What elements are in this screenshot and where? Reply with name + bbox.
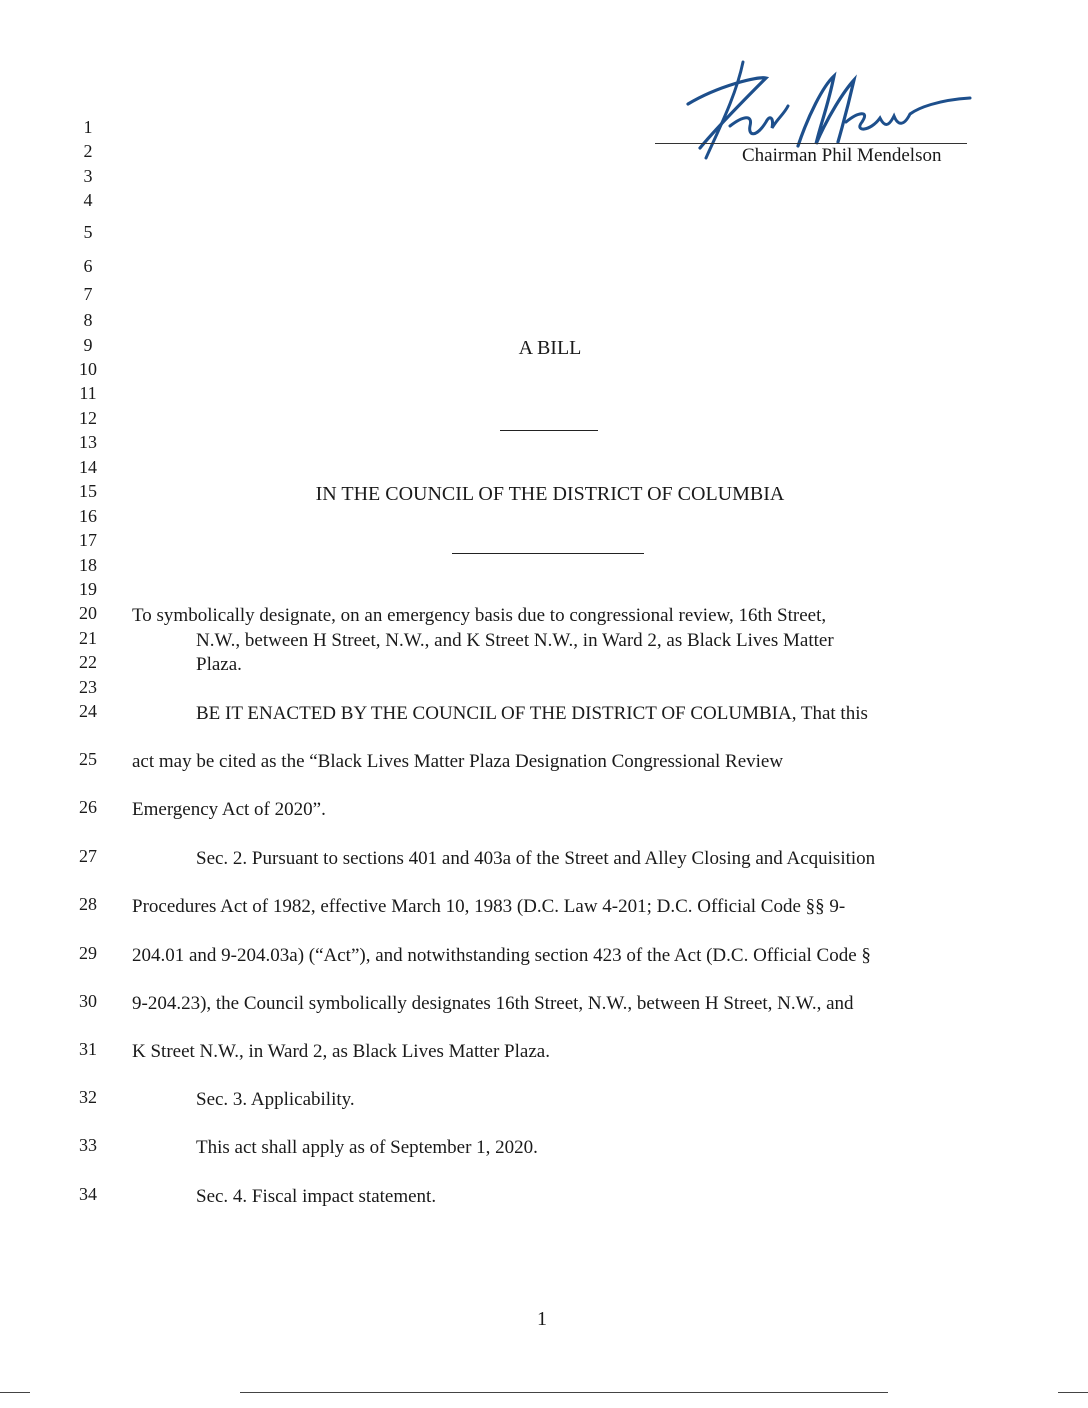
section-3-heading: Sec. 3. Applicability.: [196, 1089, 355, 1110]
line-number: 32: [79, 1087, 97, 1107]
line-number: 18: [79, 555, 97, 575]
footer-rule: [1058, 1392, 1088, 1393]
line-number: 33: [79, 1135, 97, 1155]
line-number: 24: [79, 701, 97, 721]
line-number: 27: [79, 846, 97, 866]
line-number: 34: [79, 1184, 97, 1204]
page-number: 1: [537, 1308, 547, 1330]
line-number: 23: [79, 677, 97, 697]
line-number: 15: [79, 481, 97, 501]
line-number: 14: [79, 457, 97, 477]
council-heading: IN THE COUNCIL OF THE DISTRICT OF COLUMBIA: [315, 483, 785, 505]
signature-caption: Chairman Phil Mendelson: [742, 145, 942, 166]
enacting-clause: BE IT ENACTED BY THE COUNCIL OF THE DISTRICT OF COLUMBIA, That this: [196, 703, 868, 724]
footer-rule: [240, 1392, 888, 1393]
body-line-33: This act shall apply as of September 1, 2020.: [196, 1137, 538, 1158]
line-number: 10: [79, 359, 97, 379]
line-number: 30: [79, 991, 97, 1011]
line-number: 5: [83, 222, 93, 242]
line-number: 8: [83, 310, 93, 330]
section-2-heading: Sec. 2. Pursuant to sections 401 and 403a of the Street and Alley Closing and Acquisition: [196, 848, 876, 869]
line-number: 4: [83, 190, 93, 210]
line-number: 6: [83, 256, 93, 276]
bill-title: A BILL: [518, 337, 582, 359]
body-line-25: act may be cited as the “Black Lives Matter Plaza Designation Congressional Review: [132, 751, 784, 772]
line-number: 12: [79, 408, 97, 428]
body-line-29: 204.01 and 9-204.03a) (“Act”), and notwithstanding section 423 of the Act (D.C. Official Code §: [132, 945, 871, 966]
body-line-30: 9-204.23), the Council symbolically designates 16th Street, N.W., between H Street, N.W., and: [132, 993, 854, 1014]
line-number: 28: [79, 894, 97, 914]
line-number: 31: [79, 1039, 97, 1059]
purpose-line-1: To symbolically designate, on an emergency basis due to congressional review, 16th Street,: [132, 605, 827, 626]
purpose-line-3: Plaza.: [196, 654, 242, 675]
body-line-31: K Street N.W., in Ward 2, as Black Lives Matter Plaza.: [132, 1041, 550, 1062]
title-rule: [500, 430, 598, 431]
line-number: 16: [79, 506, 97, 526]
body-line-28: Procedures Act of 1982, effective March 10, 1983 (D.C. Law 4-201; D.C. Official Code §§ 9-: [132, 896, 846, 917]
line-number: 9: [83, 335, 93, 355]
line-number: 20: [79, 603, 97, 623]
line-number: 7: [83, 284, 93, 304]
body-line-26: Emergency Act of 2020”.: [132, 799, 326, 820]
purpose-line-2: N.W., between H Street, N.W., and K Street N.W., in Ward 2, as Black Lives Matter: [196, 630, 834, 651]
signature-line: [655, 143, 967, 144]
line-number: 21: [79, 628, 97, 648]
line-number: 3: [83, 166, 93, 186]
council-rule: [452, 553, 644, 554]
line-number: 29: [79, 943, 97, 963]
line-number: 17: [79, 530, 97, 550]
line-number: 1: [83, 117, 93, 137]
line-number: 13: [79, 432, 97, 452]
line-number: 25: [79, 749, 97, 769]
section-4-heading: Sec. 4. Fiscal impact statement.: [196, 1186, 437, 1207]
footer-rule: [0, 1392, 30, 1393]
line-number: 19: [79, 579, 97, 599]
line-number: 26: [79, 797, 97, 817]
line-number: 11: [79, 383, 97, 403]
line-number: 2: [83, 141, 93, 161]
line-number: 22: [79, 652, 97, 672]
